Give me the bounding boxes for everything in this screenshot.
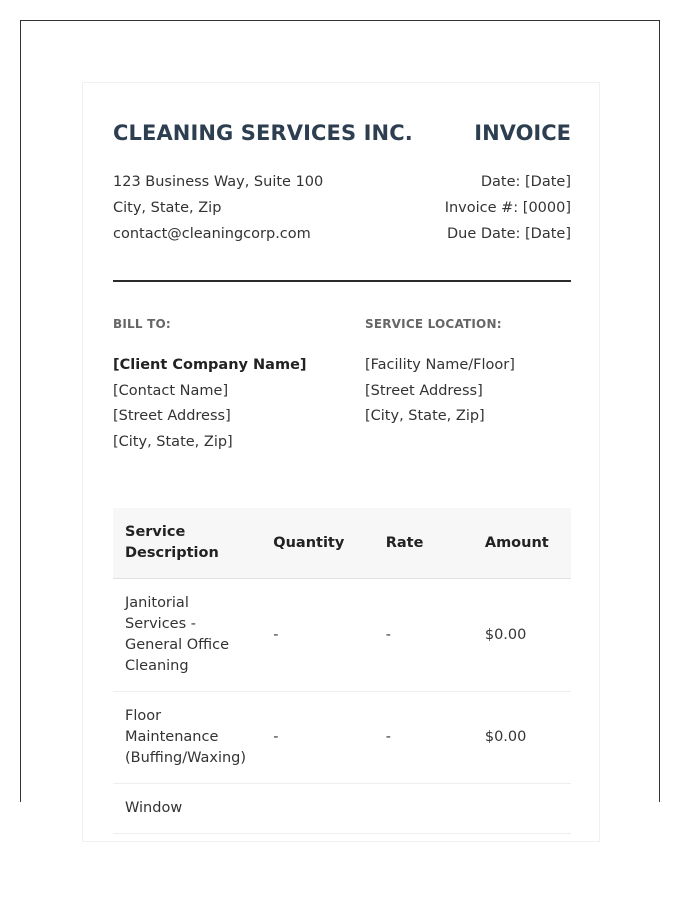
services-table [113, 508, 571, 834]
company-email: contact@cleaningcorp.com [113, 226, 311, 242]
row-rate: - [374, 579, 473, 692]
invoice-header [113, 83, 571, 293]
service-location-block [365, 317, 571, 430]
header-divider [113, 280, 571, 282]
service-location-city: [City, State, Zip] [365, 408, 485, 424]
invoice-due-date: Due Date: [Date] [446, 226, 571, 242]
service-location-label: SERVICE LOCATION: [365, 317, 502, 331]
invoice-number: Invoice #: [0000] [444, 200, 571, 216]
row-quantity [261, 784, 373, 834]
invoice-date: Date: [Date] [480, 174, 571, 190]
company-info [113, 169, 323, 247]
header-rate: Rate [374, 508, 473, 579]
company-address-line2: City, State, Zip [113, 200, 222, 216]
row-rate: - [374, 692, 473, 784]
company-address-line1: 123 Business Way, Suite 100 [113, 174, 324, 190]
company-name: CLEANING SERVICES INC. [113, 121, 413, 145]
header-amount: Amount [473, 508, 571, 579]
row-quantity: - [261, 579, 373, 692]
table-row [113, 784, 571, 834]
row-rate [374, 784, 473, 834]
invoice-meta [445, 169, 571, 247]
header-quantity: Quantity [261, 508, 373, 579]
table-row [113, 579, 571, 692]
service-location-street: [Street Address] [365, 382, 483, 399]
bill-to-label: BILL TO: [113, 317, 171, 331]
row-description: Janitorial Services - General Office Cleaning [113, 579, 261, 692]
bill-to-lines [113, 353, 353, 455]
table-header-row [113, 508, 571, 579]
invoice-content [113, 83, 571, 816]
invoice-document [82, 82, 600, 842]
header-service-description: Service Description [113, 508, 261, 579]
row-description: Floor Maintenance (Buffing/Waxing) [113, 692, 261, 784]
row-amount: $0.00 [473, 692, 571, 784]
row-amount [473, 784, 571, 834]
table-row [113, 692, 571, 784]
page-frame [20, 20, 660, 816]
row-amount: $0.00 [473, 579, 571, 692]
bill-to-contact: [Contact Name] [113, 382, 229, 399]
row-quantity: - [261, 692, 373, 784]
service-location-lines [365, 353, 571, 430]
bill-to-city: [City, State, Zip] [113, 433, 233, 450]
service-location-facility: [Facility Name/Floor] [365, 357, 515, 373]
bill-to-street: [Street Address] [113, 408, 231, 424]
bill-to-company: [Client Company Name] [113, 357, 307, 373]
invoice-title: INVOICE [474, 121, 571, 145]
bill-to-block [113, 317, 353, 455]
row-description: Window [113, 784, 261, 834]
